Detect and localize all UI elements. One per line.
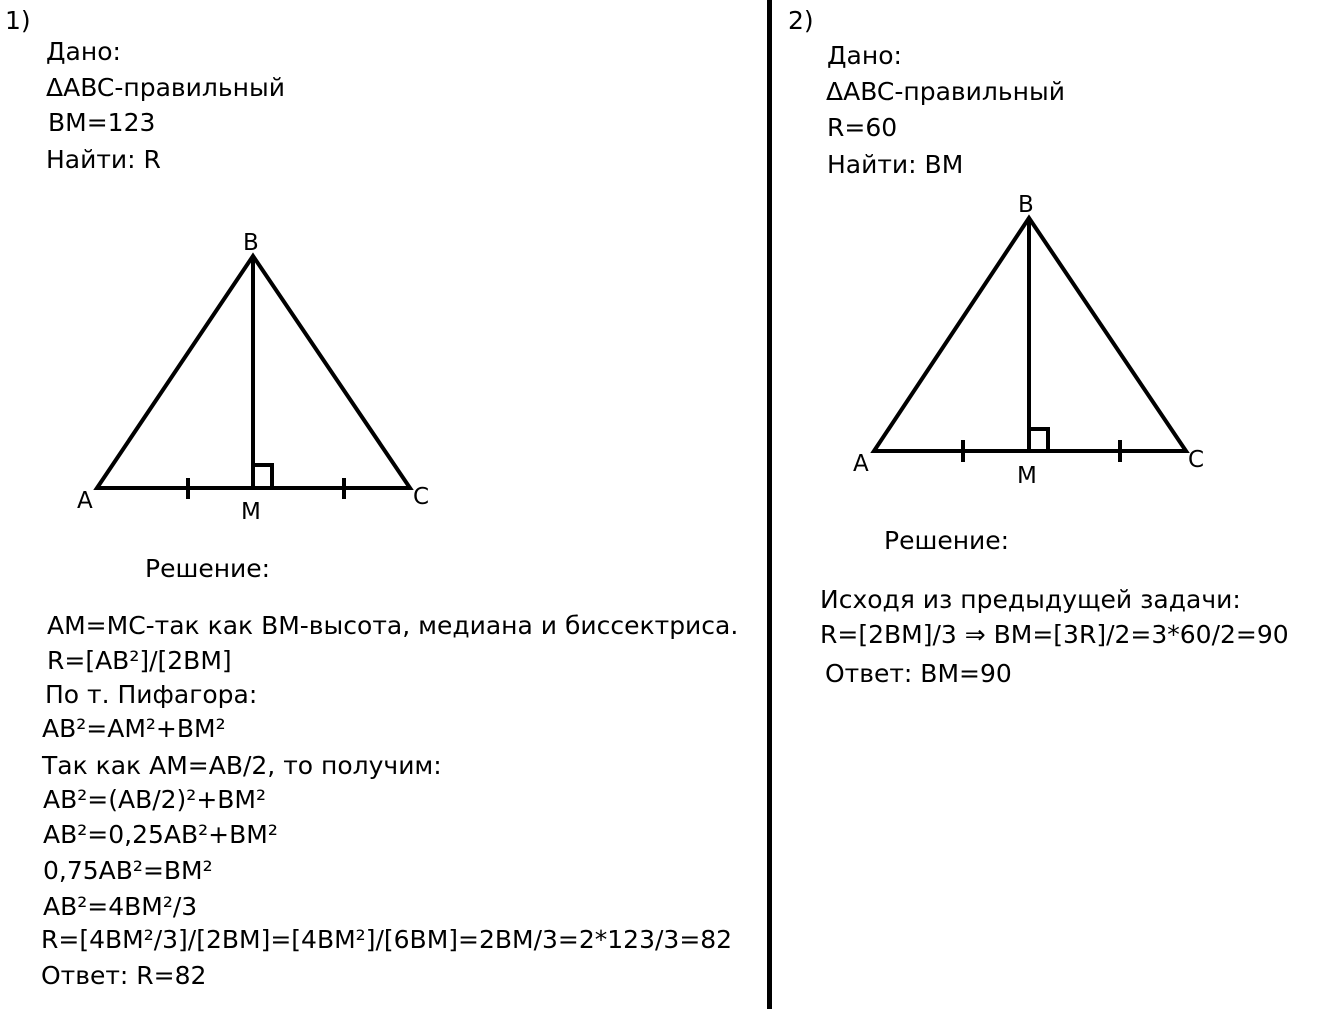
answer-1: Ответ: R=82	[41, 961, 207, 990]
solution-step-8: 0,75AB²=BM²	[43, 856, 213, 885]
solution-step-4: AB²=AM²+BM²	[42, 714, 226, 743]
vertex-label-b-1: B	[243, 230, 259, 256]
point-label-m-2: M	[1017, 463, 1037, 489]
right-angle-mark-1	[253, 465, 272, 488]
solution-title-2: Решение:	[884, 526, 1010, 555]
solution-step-9: AB²=4BM²/3	[43, 892, 198, 921]
given-triangle-1: ΔABC-правильный	[46, 73, 285, 102]
solution-step-5: Так как AM=AB/2, то получим:	[42, 751, 442, 780]
given-bm-1: BM=123	[48, 108, 156, 137]
triangle-1	[97, 256, 410, 499]
vertex-label-a-1: A	[77, 488, 93, 514]
triangle-2	[874, 218, 1186, 462]
given-heading-2: Дано:	[827, 41, 902, 70]
solution-step-7: AB²=0,25AB²+BM²	[43, 820, 278, 849]
problem-1-number: 1)	[5, 6, 31, 35]
solution-step-2: R=[AB²]/[2BM]	[47, 646, 232, 675]
right-angle-mark-2	[1029, 429, 1048, 451]
solution-step-3: По т. Пифагора:	[45, 680, 258, 709]
given-triangle-2: ΔABC-правильный	[826, 77, 1065, 106]
vertex-label-c-2: C	[1188, 447, 1205, 473]
given-r-2: R=60	[827, 113, 898, 142]
find-1: Найти: R	[46, 145, 161, 174]
given-heading-1: Дано:	[46, 37, 121, 66]
find-2: Найти: BM	[827, 150, 964, 179]
vertex-label-a-2: A	[853, 451, 869, 477]
point-label-m-1: M	[241, 499, 261, 525]
vertex-label-b-2: B	[1018, 192, 1034, 218]
solution-step-10: R=[4BM²/3]/[2BM]=[4BM²]/[6BM]=2BM/3=2*123/3=82	[41, 925, 733, 954]
solution-step-2-2: R=[2BM]/3 ⇒ BM=[3R]/2=3*60/2=90	[820, 620, 1289, 649]
problem-2-number: 2)	[788, 6, 814, 35]
vertex-label-c-1: C	[413, 484, 430, 510]
solution-title-1: Решение:	[145, 554, 271, 583]
solution-step-6: AB²=(AB/2)²+BM²	[43, 785, 267, 814]
solution-step-2-1: Исходя из предыдущей задачи:	[820, 585, 1241, 614]
answer-2: Ответ: BM=90	[825, 659, 1012, 688]
solution-step-1: AM=MC-так как BM-высота, медиана и биссектриса.	[47, 611, 739, 640]
